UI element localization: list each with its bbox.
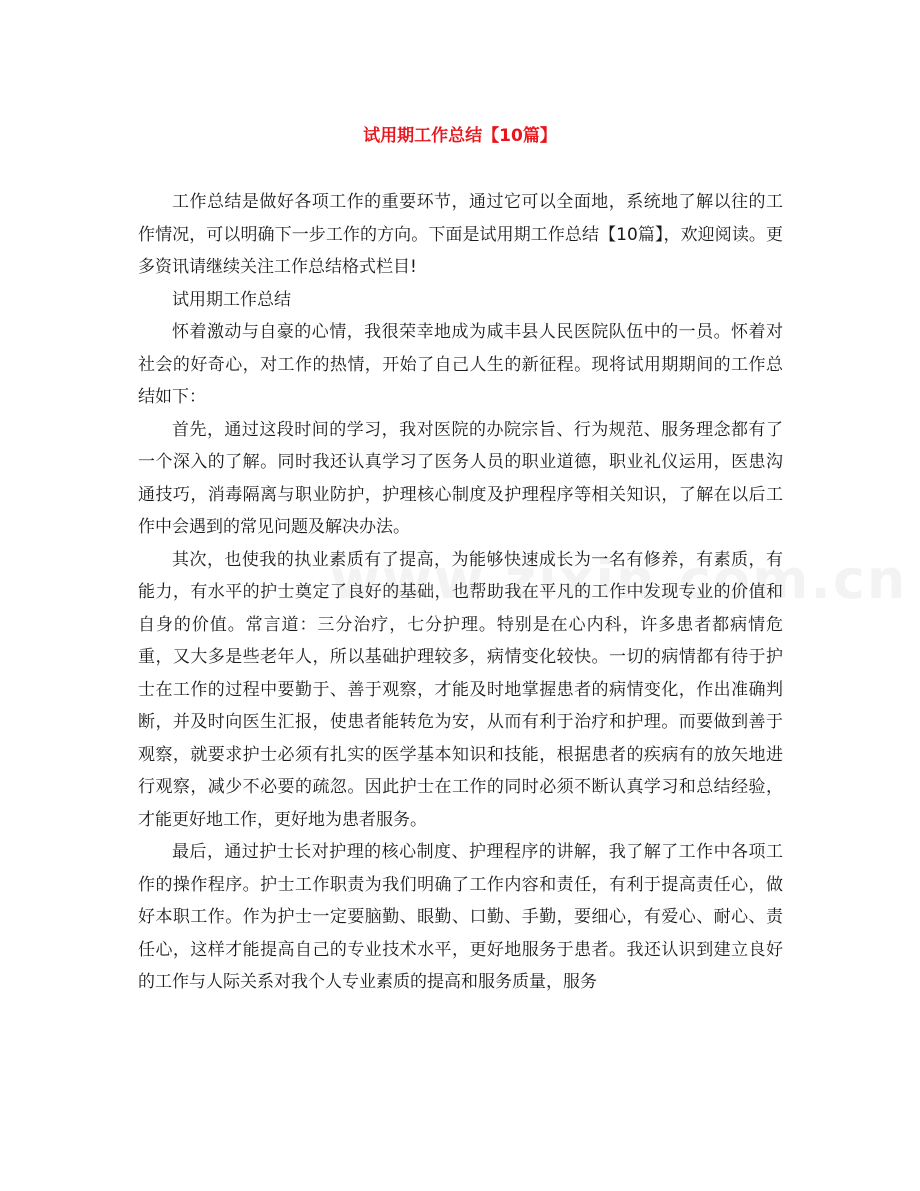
paragraph-first: 首先，通过这段时间的学习，我对医院的办院宗旨、行为规范、服务理念都有了一个深入的了解。同时我还认真学习了医务人员的职业道德，职业礼仪运用，医患沟通技巧，消毒隔离与职业防护，护理核心制度及护理程序等相关知识，了解在以后工作中会遇到的常见问题及解决办法。 — [138, 419, 783, 537]
paragraph-intro: 工作总结是做好各项工作的重要环节，通过它可以全面地，系统地了解以往的工作情况，可以明确下一步工作的方向。下面是试用期工作总结【10篇】，欢迎阅读。更多资讯请继续关注工作总结格式栏目! — [138, 192, 783, 277]
document-title: 试用期工作总结【10篇】 — [363, 126, 557, 146]
section-heading: 试用期工作总结 — [172, 289, 291, 310]
paragraph-opening: 怀着激动与自豪的心情，我很荣幸地成为咸丰县人民医院队伍中的一员。怀着对社会的好奇心，对工作的热情，开始了自己人生的新征程。现将试用期期间的工作总结如下： — [138, 322, 783, 407]
document-body — [138, 186, 783, 999]
paragraph-last: 最后，通过护士长对护理的核心制度、护理程序的讲解，我了解了工作中各项工作的操作程序。护士工作职责为我们明确了工作内容和责任，有利于提高责任心，做好本职工作。作为护士一定要脑勤、眼勤、口勤、手勤，要细心，有爱心、耐心、责任心，这样才能提高自己的专业技术水平，更好地服务于患者。我还认识到建立良好的工作与人际关系对我个人专业素质的提高和服务质量，服务 — [138, 842, 783, 992]
paragraph-second: 其次，也使我的执业素质有了提高，为能够快速成长为一名有修养，有素质，有能力，有水平的护士奠定了良好的基础，也帮助我在平凡的工作中发现专业的价值和自身的价值。常言道：三分治疗，七分护理。特别是在心内科，许多患者都病情危重，又大多是些老年人，所以基础护理较多，病情变化较快。一切的病情都有待于护士在工作的过程中要勤于、善于观察，才能及时地掌握患者的病情变化，作出准确判断，并及时向医生汇报，使患者能转危为安，从而有利于治疗和护理。而要做到善于观察，就要求护士必须有扎实的医学基本知识和技能，根据患者的疾病有的放矢地进行观察，减少不必要的疏忽。因此护士在工作的同时必须不断认真学习和总结经验，才能更好地工作，更好地为患者服务。 — [138, 549, 783, 830]
